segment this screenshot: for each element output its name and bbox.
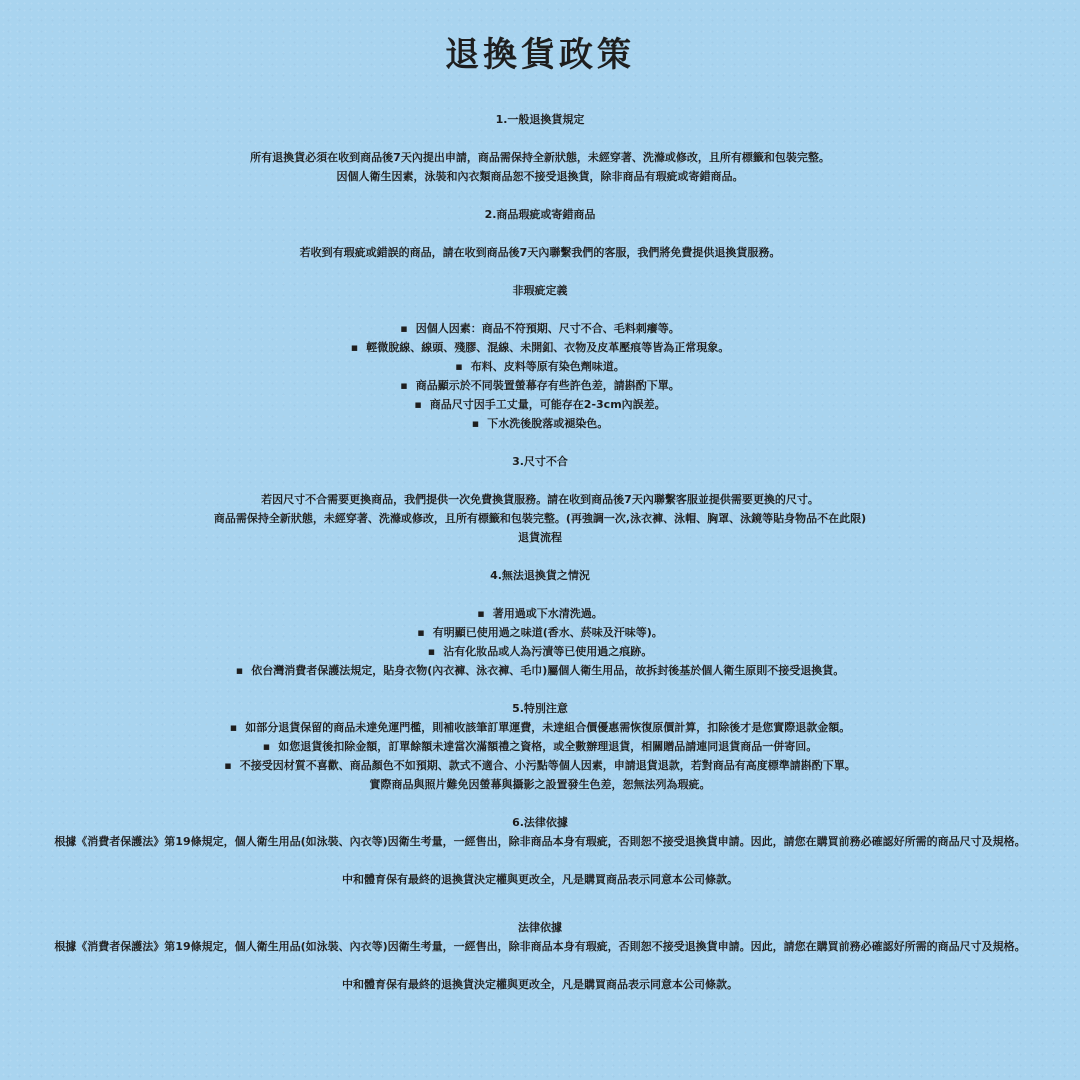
bullet-icon: ▪ [471,417,480,430]
section-heading-no-return: 4.無法退換貨之情況 [490,569,590,582]
size-rule-line: 退貨流程 [518,531,562,544]
no-return-item-text: 有明顯已使用過之味道(香水、菸味及汗味等)。 [432,626,663,639]
notice-item [18,756,1062,775]
notice-item-text: 如您退貨後扣除金額，訂單餘額未達當次滿額禮之資格，或全數辦理退貨，相關贈品請連同退貨商品一併寄回。 [278,740,818,753]
nondefect-item-text: 輕微脫線、線頭、殘膠、混線、未開釦、衣物及皮革壓痕等皆為正常現象。 [366,341,730,354]
no-return-item-text: 著用過或下水清洗過。 [492,607,603,620]
no-return-item [18,604,1062,623]
notice-item-text: 不接受因材質不喜歡、商品顏色不如預期、款式不適合、小污點等個人因素，申請退貨退款，若對商品有高度標準請斟酌下單。 [239,759,856,772]
page-title: 退換貨政策 [445,35,635,75]
bullet-icon: ▪ [427,645,436,658]
bullet-icon: ▪ [414,398,422,411]
section-heading-size: 3.尺寸不合 [512,455,568,468]
nondefect-item [18,414,1062,433]
nondefect-item [18,395,1062,414]
general-rule-line: 所有退換貨必須在收到商品後7天內提出申請，商品需保持全新狀態，未經穿著、洗滌或修改，且所有標籤和包裝完整。 [250,151,830,164]
no-return-item [18,642,1062,661]
bullet-icon: ▪ [224,759,232,772]
nondefect-item [18,338,1062,357]
size-rule-line: 商品需保持全新狀態，未經穿著、洗滌或修改，且所有標籤和包裝完整。(再強調一次,泳衣褲、泳帽、胸罩、泳鏡等貼身物品不在此限) [213,512,867,525]
bullet-icon: ▪ [229,721,238,734]
section-heading-nondefect: 非瑕疵定義 [512,284,568,297]
no-return-item-text: 依台灣消費者保護法規定，貼身衣物(內衣褲、泳衣褲、毛巾)屬個人衛生用品，故拆封後基於個人衛生原則不接受退換貨。 [251,664,845,677]
section-heading-notice: 5.特別注意 [512,702,568,715]
nondefect-item-text: 布料、皮料等原有染色劑味道。 [470,360,625,373]
section-heading-defect: 2.商品瑕疵或寄錯商品 [484,208,596,221]
legal-closing-text: 中和體育保有最終的退換貨決定權與更改全，凡是購買商品表示同意本公司條款。 [342,873,738,886]
notice-item [18,737,1062,756]
section-heading-general: 1.一般退換貨規定 [495,113,585,126]
nondefect-item-text: 下水洗後脫落或褪染色。 [487,417,609,430]
section-heading-legal: 6.法律依據 [512,816,568,829]
nondefect-item [18,376,1062,395]
nondefect-item-text: 商品顯示於不同裝置螢幕存有些許色差，請斟酌下單。 [415,379,680,392]
legal-basis-text-repeat: 根據《消費者保護法》第19條規定，個人衛生用品(如泳裝、內衣等)因衛生考量，一經售出，除非商品本身有瑕疵，否則恕不接受退換貨申請。因此，請您在購買前務必確認好所需的商品尺寸及規格。 [54,940,1026,953]
nondefect-item [18,357,1062,376]
no-return-item-text: 沾有化妝品或人為污漬等已使用過之痕跡。 [443,645,653,658]
defect-rule-line: 若收到有瑕疵或錯誤的商品，請在收到商品後7天內聯繫我們的客服，我們將免費提供退換貨服務。 [299,246,781,259]
bullet-icon: ▪ [417,626,425,639]
notice-color-note: 實際商品與照片難免因螢幕與攝影之設置發生色差，恕無法列為瑕疵。 [369,778,711,791]
nondefect-item-text: 商品尺寸因手工丈量，可能存在2-3cm內誤差。 [429,398,666,411]
general-rule-line: 因個人衛生因素，泳裝和內衣類商品恕不接受退換貨，除非商品有瑕疵或寄錯商品。 [336,170,744,183]
legal-basis-text: 根據《消費者保護法》第19條規定，個人衛生用品(如泳裝、內衣等)因衛生考量，一經售出，除非商品本身有瑕疵，否則恕不接受退換貨申請。因此，請您在購買前務必確認好所需的商品尺寸及規格。 [54,835,1026,848]
nondefect-item [18,319,1062,338]
legal-closing-text-repeat: 中和體育保有最終的退換貨決定權與更改全，凡是購買商品表示同意本公司條款。 [342,978,738,991]
notice-item [18,718,1062,737]
bullet-icon: ▪ [477,607,485,620]
bullet-icon: ▪ [400,379,408,392]
bullet-icon: ▪ [262,740,271,753]
bullet-icon: ▪ [350,341,359,354]
nondefect-item-text: 因個人因素：商品不符預期、尺寸不合、毛料刺癢等。 [415,322,680,335]
bullet-icon: ▪ [400,322,408,335]
no-return-item [18,623,1062,642]
bullet-icon: ▪ [455,360,463,373]
notice-item-text: 如部分退貨保留的商品未達免運門檻，則補收該筆訂單運費，未達組合價優惠需恢復原價計算，扣除後才是您實際退款金額。 [245,721,851,734]
no-return-item [18,661,1062,680]
size-rule-line: 若因尺寸不合需要更換商品，我們提供一次免費換貨服務。請在收到商品後7天內聯繫客服並提供需要更換的尺寸。 [261,493,819,506]
bullet-icon: ▪ [235,664,244,677]
section-heading-legal-repeat: 法律依據 [518,921,562,934]
